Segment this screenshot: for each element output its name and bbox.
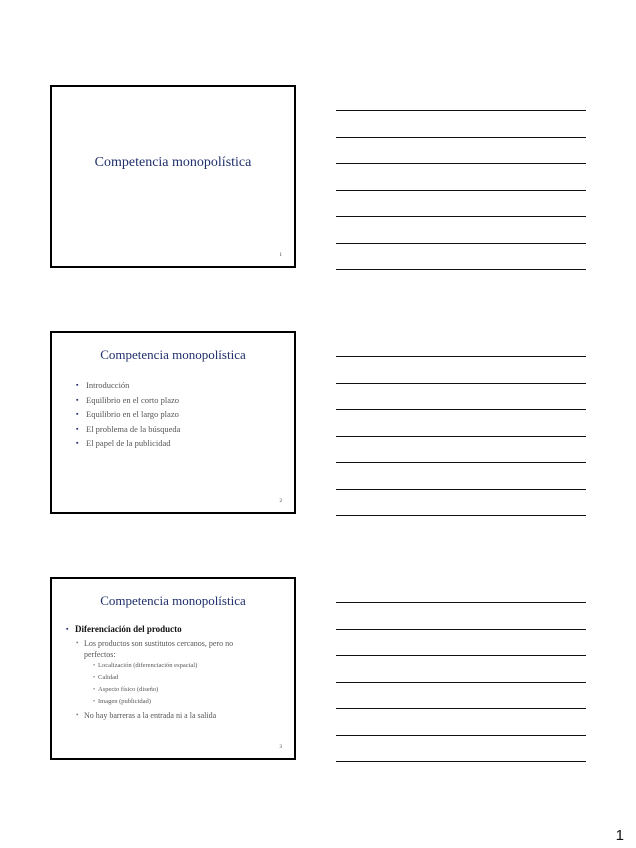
slide-3-heading: ▪ Diferenciación del producto (66, 624, 182, 634)
bullet-icon: ▪ (76, 410, 79, 418)
list-item: • Los productos son sustitutos cercanos, pero no perfectos: (76, 639, 234, 659)
slide-thumbnail-2 (50, 331, 296, 514)
bullet-icon: ▪ (76, 424, 79, 433)
sub-bullet-icon: • (76, 711, 79, 719)
note-line (336, 110, 586, 111)
sub-bullet-icon: • (93, 699, 96, 705)
note-line (336, 269, 586, 270)
note-line (336, 735, 586, 736)
slide-2-number: 2 (279, 499, 282, 504)
note-line (336, 243, 586, 244)
list-item: ▪ Equilibrio en el largo plazo (76, 407, 276, 422)
bullet-icon: ▪ (76, 439, 79, 447)
page-number: 1 (615, 827, 624, 844)
list-item: • Aspecto físico (diseño) (66, 684, 288, 696)
note-line (336, 163, 586, 164)
sub-bullet-icon: • (93, 675, 96, 681)
list-item: • Localización (diferenciación espacial) (66, 660, 288, 672)
list-item: ▪ Introducción (76, 378, 276, 393)
sub-bullet-icon: • (93, 663, 96, 669)
list-item: • Imagen (publicidad) (66, 696, 288, 708)
list-item: ▪ El problema de la búsqueda (76, 422, 276, 437)
note-line (336, 409, 586, 410)
note-line (336, 761, 586, 762)
bullet-icon: ▪ (76, 395, 79, 404)
slide-2-title: Competencia monopolística (100, 347, 246, 362)
list-item: • Calidad (66, 672, 288, 684)
slide-3-title: Competencia monopolística (100, 593, 246, 608)
slide-2-bullet-list (76, 378, 276, 451)
note-line (336, 436, 586, 437)
note-line (336, 489, 586, 490)
slide-1-title: Competencia monopolística (94, 155, 252, 170)
note-line (336, 682, 586, 683)
note-line (336, 515, 586, 516)
note-line (336, 602, 586, 603)
slide-thumbnail-3 (50, 577, 296, 760)
slide-1-number: 1 (279, 253, 282, 258)
list-item: ▪ Equilibrio en el corto plazo (76, 393, 276, 408)
note-line (336, 708, 586, 709)
slide-3-number: 3 (279, 745, 282, 750)
list-item: ▪ El papel de la publicidad (76, 436, 276, 451)
bullet-icon: ▪ (76, 381, 79, 389)
note-line (336, 356, 586, 357)
note-line (336, 462, 586, 463)
note-line (336, 190, 586, 191)
list-item: • No hay barreras a la entrada ni a la salida (76, 711, 217, 720)
slide-3-body (66, 622, 288, 721)
note-line (336, 137, 586, 138)
slide-thumbnail-1 (50, 85, 296, 268)
note-line (336, 655, 586, 656)
bullet-icon: ▪ (66, 625, 69, 633)
note-line (336, 383, 586, 384)
sub-bullet-icon: • (93, 687, 96, 693)
sub-bullet-icon: • (76, 639, 79, 647)
note-line (336, 629, 586, 630)
note-line (336, 216, 586, 217)
